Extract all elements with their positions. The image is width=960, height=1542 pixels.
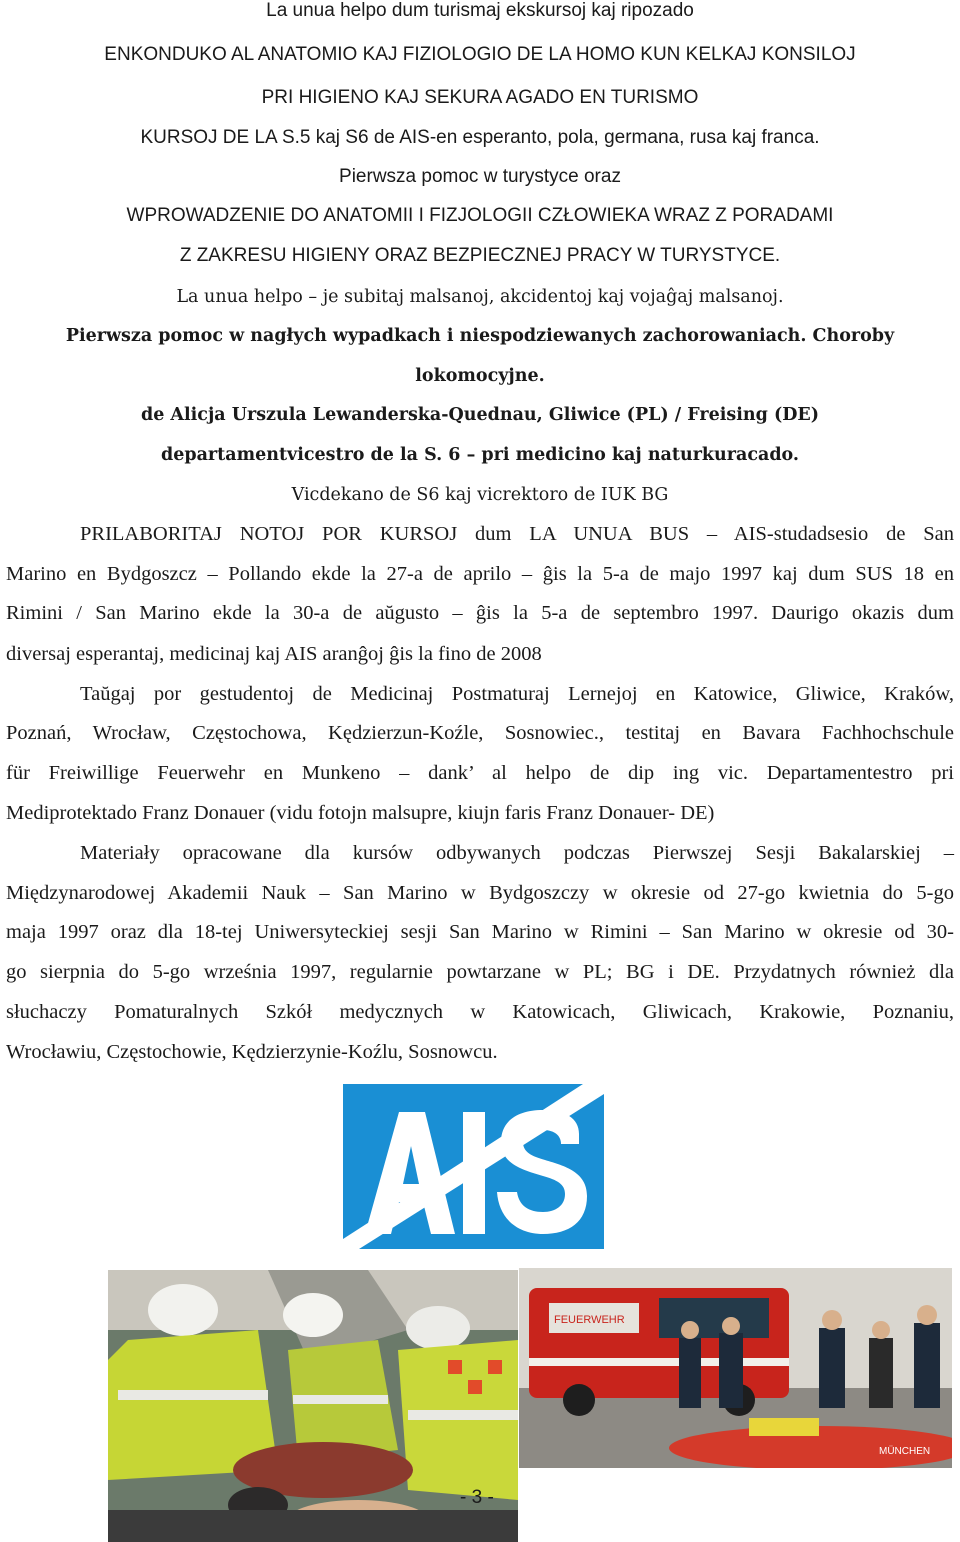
para3-line-2: Międzynarodowej Akademii Nauk – San Marino w Bydgoszczy w okresie od 27-go kwietnia do 5-go <box>6 882 954 904</box>
intro-line-1: KURSOJ DE LA S.5 kaj S6 de AIS-en esperanto, pola, germana, rusa kaj franca. <box>140 127 820 148</box>
para2-line-3: für Freiwillige Feuerwehr en Munkeno – dank’ al helpo de dip ing vic. Departamentestro pri <box>6 762 954 784</box>
ais-logo-icon <box>343 1084 604 1249</box>
doc-header-line-2: ENKONDUKO AL ANATOMIO KAJ FIZIOLOGIO DE LA HOMO KUN KELKAJ KONSILOJ <box>104 44 856 65</box>
para2-line-4: Mediprotektado Franz Donauer (vidu fotojn malsupre, kiujn faris Franz Donauer- DE) <box>6 802 715 824</box>
boat-label: MÜNCHEN <box>879 1446 931 1457</box>
para1-line-4: diversaj esperantaj, medicinaj kaj AIS aranĝoj ĝis la fino de 2008 <box>6 643 542 665</box>
truck-label: FEUERWEHR <box>554 1314 625 1326</box>
subtitle-line-1: La unua helpo – je subitaj malsanoj, akcidentoj kaj vojaĝaj malsanoj. <box>176 287 784 307</box>
ais-logo <box>343 1084 604 1249</box>
para3-line-6: Wrocławiu, Częstochowie, Kędzierzynie-Koźlu, Sosnowcu. <box>6 1041 498 1063</box>
author-title-line: Vicdekano de S6 kaj vicrektoro de IUK BG <box>291 485 669 505</box>
author-role-line: departamentvicestro de la S. 6 – pri medicino kaj naturkuracado. <box>160 445 800 465</box>
para1-line-2: Marino en Bydgoszcz – Pollando ekde la 27-a de aprilo – ĝis la 5-a de majo 1997 kaj dum SUS 18 en <box>6 563 954 585</box>
first-aid-photo <box>108 1270 518 1542</box>
para2-line-2: Poznań, Wrocław, Częstochowa, Kędzierzun-Koźle, Sosnowiec., testitaj en Bavara Fachhochschule <box>6 722 954 744</box>
first-aid-training-photo-icon <box>108 1270 518 1542</box>
para2-line-1: Taŭgaj por gestudentoj de Medicinaj Postmaturaj Lernejoj en Katowice, Gliwice, Kraków, <box>80 683 954 705</box>
intro-line-4: Z ZAKRESU HIGIENY ORAZ BEZPIECZNEJ PRACY W TURYSTYCE. <box>179 245 781 266</box>
fire-truck-rescue-photo-icon <box>519 1268 952 1468</box>
para1-line-3: Rimini / San Marino ekde la 30-a de aŭgusto – ĝis la 5-a de septembro 1997. Daurigo okazis dum <box>6 602 954 624</box>
intro-line-2: Pierwsza pomoc w turystyce oraz <box>339 166 621 187</box>
para3-line-1: Materiały opracowane dla kursów odbywanych podczas Pierwszej Sesji Bakalarskiej – <box>80 842 954 864</box>
subtitle-line-3: lokomocyjne. <box>415 366 545 386</box>
para1-line-1: PRILABORITAJ NOTOJ POR KURSOJ dum LA UNUA BUS – AIS-studadsesio de San <box>80 523 954 545</box>
author-line: de Alicja Urszula Lewanderska-Quednau, Gliwice (PL) / Freising (DE) <box>140 405 820 425</box>
para3-line-4: go sierpnia do 5-go września 1997, regularnie powtarzane w PL; BG i DE. Przydatnych również dla <box>6 961 954 983</box>
fire-rescue-photo <box>519 1268 952 1468</box>
intro-line-3: WPROWADZENIE DO ANATOMII I FIZJOLOGII CZŁOWIEKA WRAZ Z PORADAMI <box>126 205 834 226</box>
para3-line-5: słuchaczy Pomaturalnych Szkół medycznych w Katowicach, Gliwicach, Krakowie, Poznaniu, <box>6 1001 954 1023</box>
doc-header-line-3: PRI HIGIENO KAJ SEKURA AGADO EN TURISMO <box>261 87 699 108</box>
doc-header-title: La unua helpo dum turismaj ekskursoj kaj ripozado <box>266 0 694 21</box>
para3-line-3: maja 1997 oraz dla 18-tej Uniwersyteckiej sesji San Marino w Rimini – San Marino w okresie od 30- <box>6 921 954 943</box>
page-number: - 3 - <box>460 1487 494 1508</box>
subtitle-line-2: Pierwsza pomoc w nagłych wypadkach i niespodziewanych zachorowaniach. Choroby <box>65 326 895 346</box>
